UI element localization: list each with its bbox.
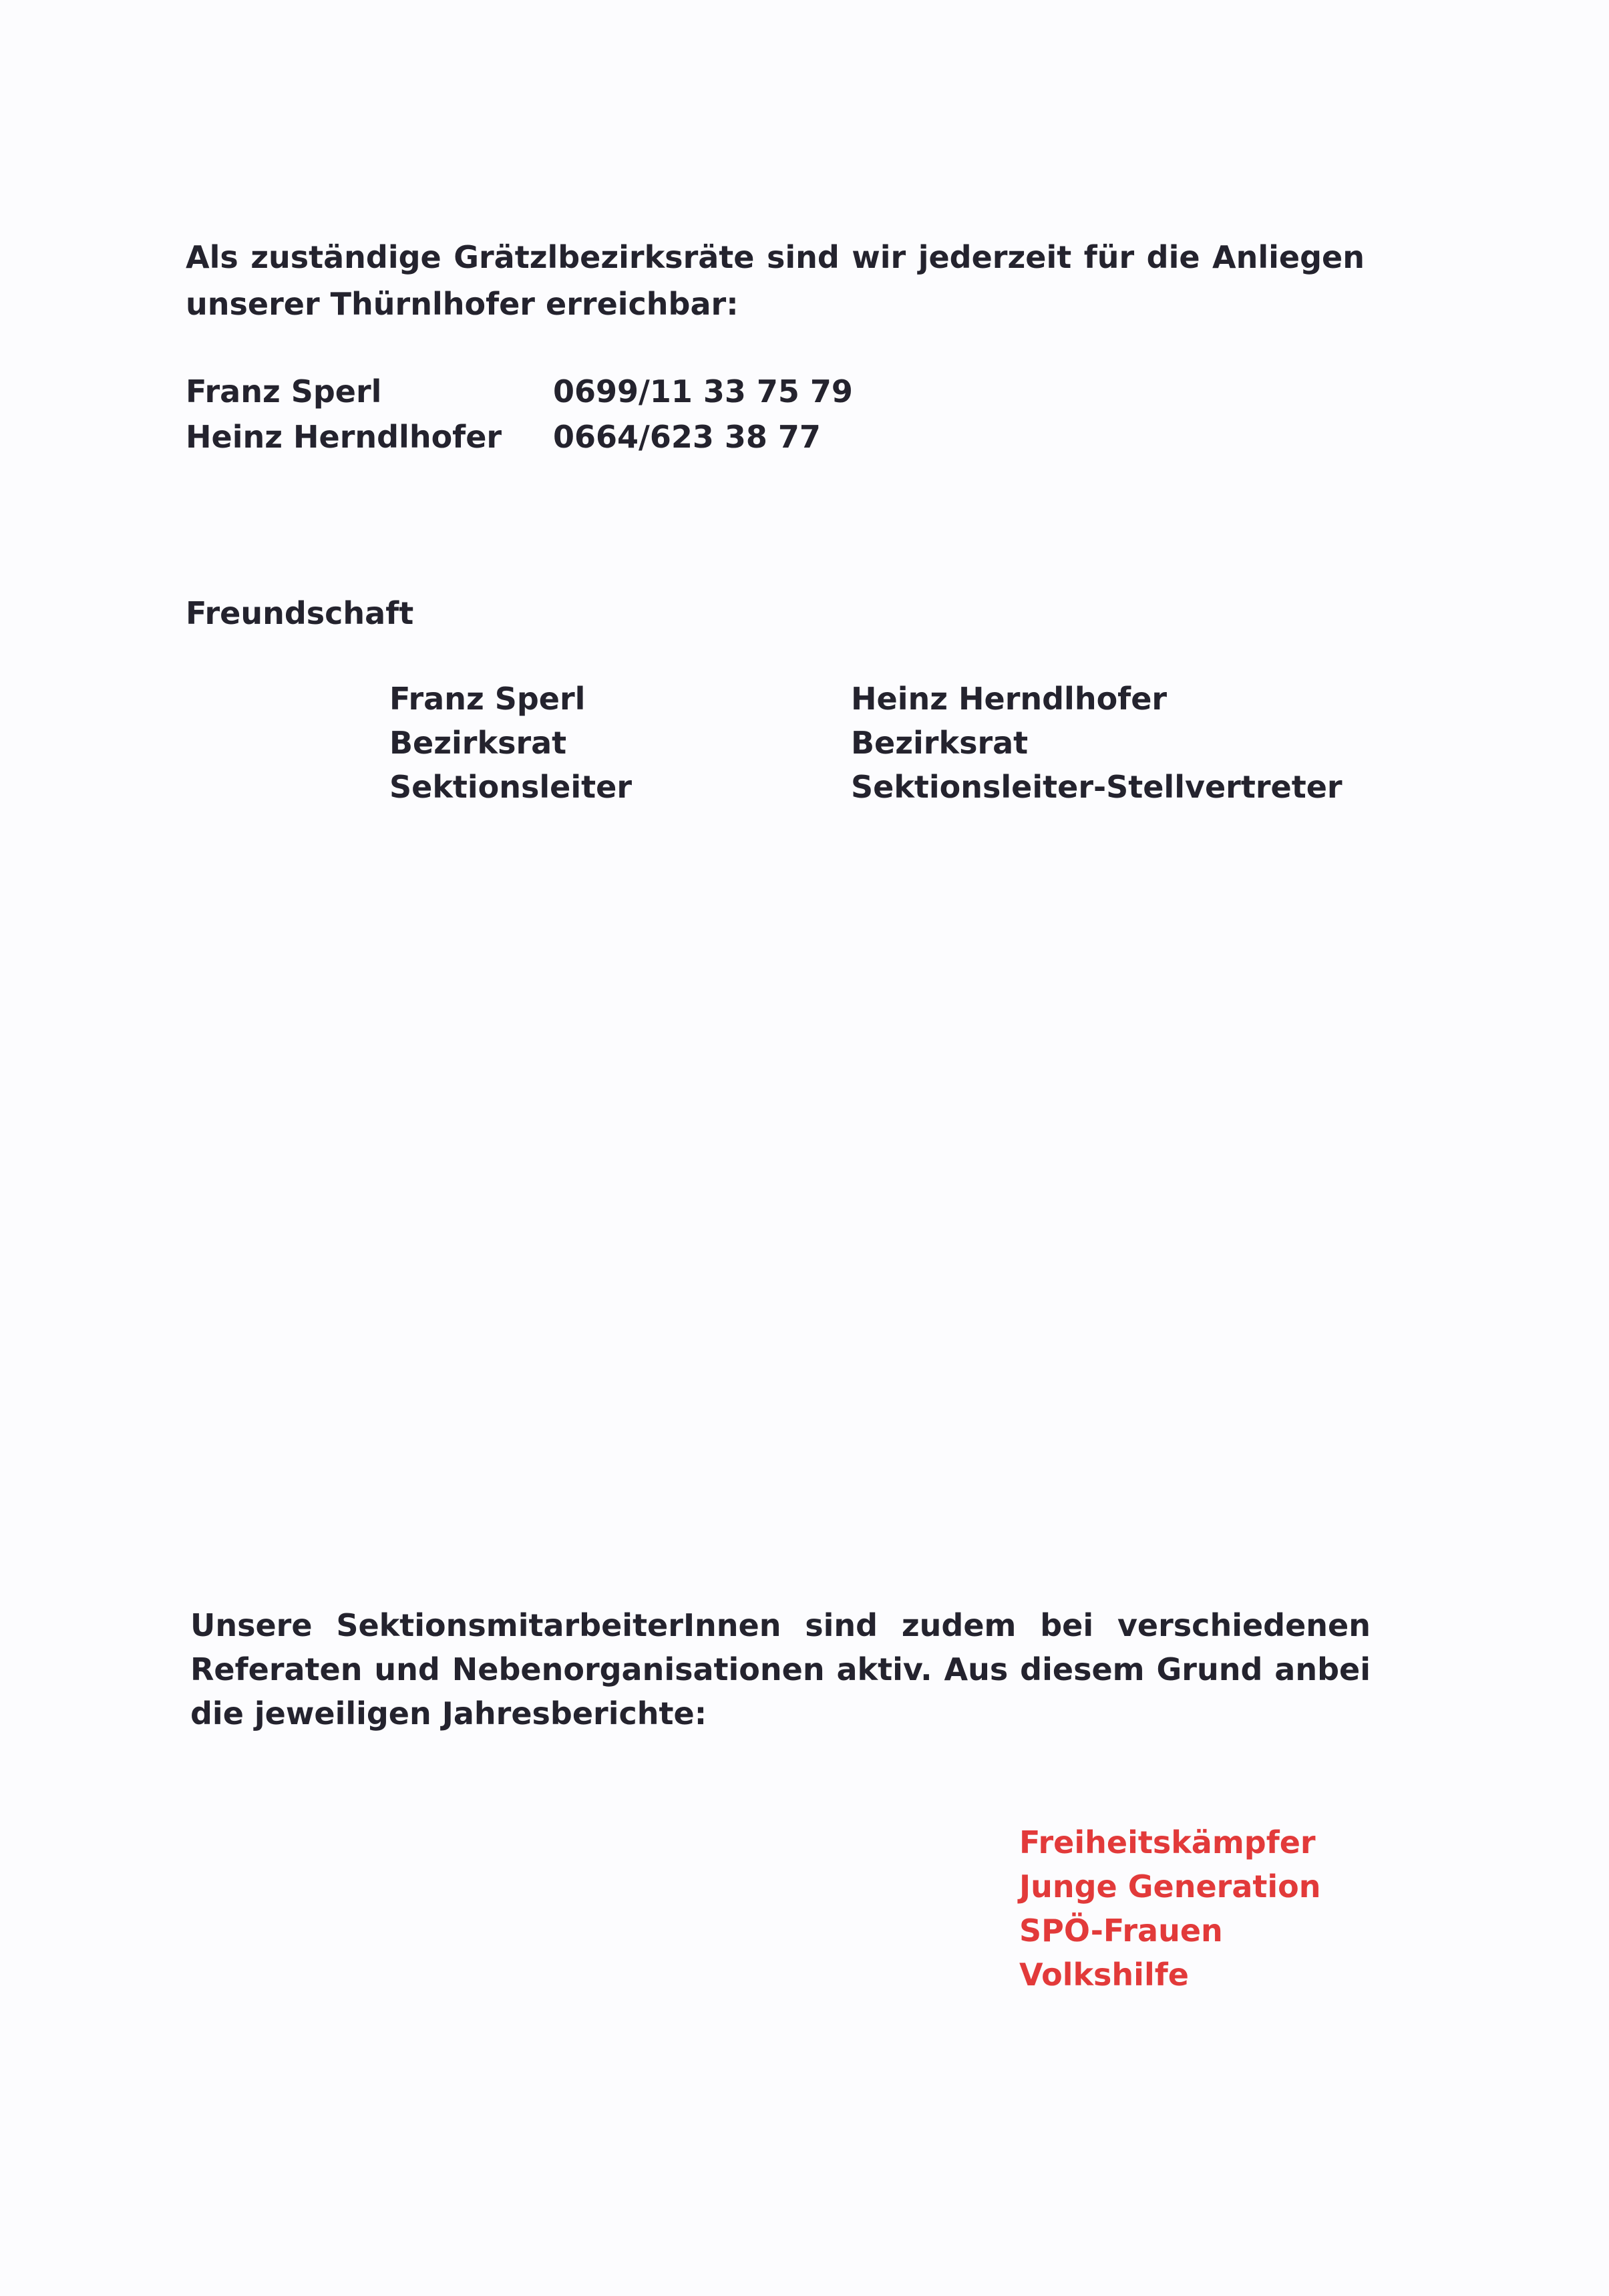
signature-block-left (389, 677, 632, 809)
signature-role: Sektionsleiter (389, 769, 633, 805)
report-item: Freiheitskämpfer (1019, 1824, 1316, 1860)
signature-name: Heinz Herndlhofer (851, 681, 1168, 717)
signature-name: Franz Sperl (389, 681, 586, 717)
report-item: Volkshilfe (1019, 1957, 1189, 1993)
intro-paragraph: Als zuständige Grätzlbezirksräte sind wir jederzeit für die Anliegen unserer Thürnlhofer erreichbar: (186, 239, 1365, 322)
contact-list (186, 369, 853, 460)
contact-name: Franz Sperl (186, 373, 382, 409)
signature-block-right (851, 677, 1343, 809)
contact-name: Heinz Herndlhofer (186, 419, 502, 455)
outro-paragraph: Unsere SektionsmitarbeiterInnen sind zudem bei verschiedenen Referaten und Nebenorganisationen aktiv. Aus diesem Grund anbei die jeweiligen Jahresberichte: (190, 1607, 1371, 1732)
signature-title: Bezirksrat (389, 725, 567, 761)
greeting: Freundschaft (186, 595, 414, 631)
contact-phone: 0664/623 38 77 (553, 419, 821, 455)
report-item: Junge Generation (1019, 1868, 1321, 1905)
report-item: SPÖ-Frauen (1019, 1913, 1223, 1949)
contact-row (186, 414, 853, 460)
contact-phone: 0699/11 33 75 79 (553, 373, 853, 409)
annual-reports-list (1019, 1820, 1321, 1997)
signature-role: Sektionsleiter-Stellvertreter (851, 769, 1343, 805)
signature-title: Bezirksrat (851, 725, 1029, 761)
contact-row (186, 369, 853, 414)
